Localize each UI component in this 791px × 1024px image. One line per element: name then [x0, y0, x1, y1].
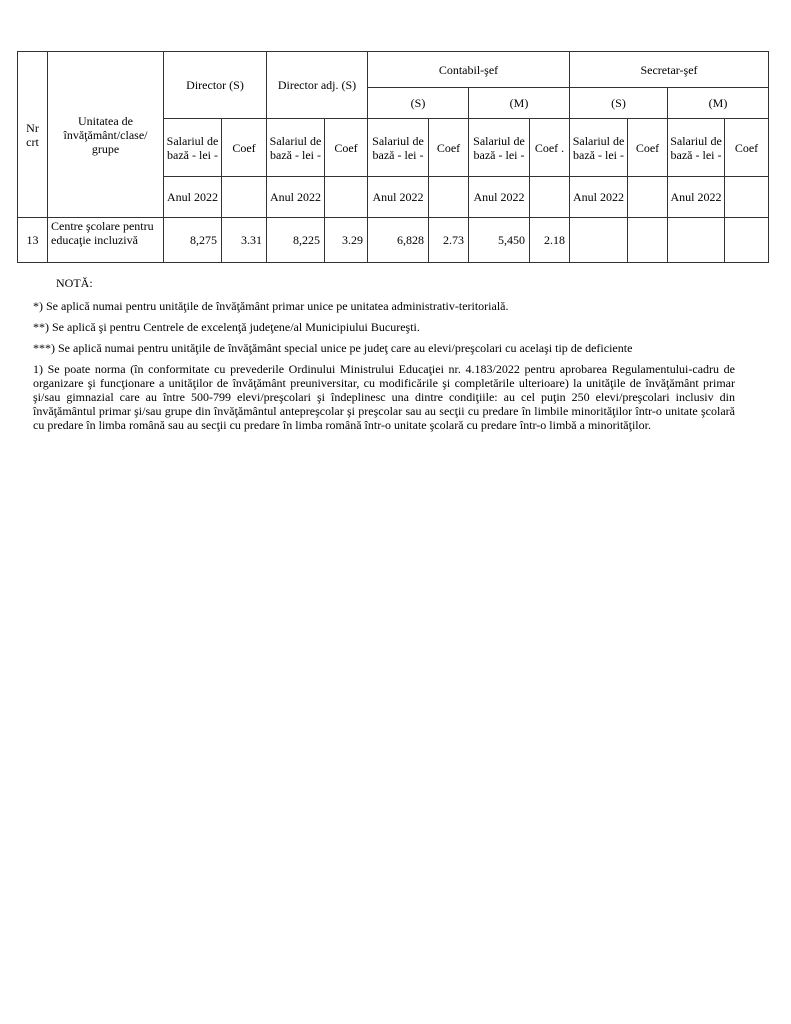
row-contabil-m-salariu: 5,450 — [469, 218, 530, 263]
header-director: Director (S) — [164, 52, 267, 119]
header-contabil-m-coef: Coef . — [530, 119, 570, 177]
header-adj-anul: Anul 2022 — [267, 177, 325, 218]
header-secretar-s-anul-empty — [628, 177, 668, 218]
row-director-salariu: 8,275 — [164, 218, 222, 263]
row-secretar-m-salariu — [668, 218, 725, 263]
header-director-anul-empty — [222, 177, 267, 218]
header-secretar-m-anul: Anul 2022 — [668, 177, 725, 218]
header-secretar-m-coef: Coef — [725, 119, 769, 177]
notes-section — [33, 276, 735, 432]
row-contabil-s-salariu: 6,828 — [368, 218, 429, 263]
notes-title: NOTĂ: — [56, 276, 93, 290]
row-adj-salariu: 8,225 — [267, 218, 325, 263]
header-adj-coef: Coef — [325, 119, 368, 177]
row-contabil-m-coef: 2.18 — [530, 218, 570, 263]
header-nr-crt: Nr crt — [18, 52, 48, 218]
header-director-anul: Anul 2022 — [164, 177, 222, 218]
header-secretar-s: (S) — [570, 88, 668, 119]
header-secretar-s-anul: Anul 2022 — [570, 177, 628, 218]
row-secretar-m-coef — [725, 218, 769, 263]
header-secretar-m: (M) — [668, 88, 769, 119]
row-contabil-s-coef: 2.73 — [429, 218, 469, 263]
header-contabil: Contabil-şef — [368, 52, 570, 88]
header-contabil-m-anul-empty — [530, 177, 570, 218]
salary-table — [17, 51, 769, 263]
row-adj-coef: 3.29 — [325, 218, 368, 263]
row-unit: Centre şcolare pentru educaţie incluzivă — [48, 218, 164, 263]
header-contabil-m: (M) — [469, 88, 570, 119]
note-3: ***) Se aplică numai pentru unităţile de învăţământ special unice pe judeţ care au elevi/preşcolari cu acelaşi tip de deficiente — [33, 341, 633, 355]
note-2: **) Se aplică şi pentru Centrele de excelenţă judeţene/al Municipiului Bucureşti. — [33, 320, 420, 334]
header-contabil-s-anul: Anul 2022 — [368, 177, 429, 218]
header-contabil-s-anul-empty — [429, 177, 469, 218]
header-adj-anul-empty — [325, 177, 368, 218]
row-secretar-s-coef — [628, 218, 668, 263]
header-secretar-s-salariu: Salariul de bază - lei - — [570, 119, 628, 177]
header-contabil-s-coef: Coef — [429, 119, 469, 177]
header-secretar-m-anul-empty — [725, 177, 769, 218]
header-director-adj: Director adj. (S) — [267, 52, 368, 119]
table-row — [18, 218, 769, 263]
row-director-coef: 3.31 — [222, 218, 267, 263]
header-secretar: Secretar-şef — [570, 52, 769, 88]
header-unit: Unitatea de învăţământ/clase/ grupe — [48, 52, 164, 218]
row-nr: 13 — [18, 218, 48, 263]
note-1: *) Se aplică numai pentru unităţile de învăţământ primar unice pe unitatea administrativ-teritorială. — [33, 299, 509, 313]
header-contabil-m-salariu: Salariul de bază - lei - — [469, 119, 530, 177]
header-secretar-m-salariu: Salariul de bază - lei - — [668, 119, 725, 177]
header-secretar-s-coef: Coef — [628, 119, 668, 177]
header-director-salariu: Salariul de bază - lei - — [164, 119, 222, 177]
row-secretar-s-salariu — [570, 218, 628, 263]
header-director-coef: Coef — [222, 119, 267, 177]
header-contabil-s-salariu: Salariul de bază - lei - — [368, 119, 429, 177]
header-contabil-m-anul: Anul 2022 — [469, 177, 530, 218]
header-contabil-s: (S) — [368, 88, 469, 119]
note-4: 1) Se poate norma (în conformitate cu prevederile Ordinului Ministrului Educaţiei nr. 4.183/2022 pentru aprobarea Regulamentului-cadru de organizare şi funcţionare a unităţilor de învăţământ preuniversitar, cu modificările şi completările ulterioare) la unităţile de învăţământ primar şi/sau gimnazial care au între 500-799 elevi/preşcolari şi îndeplinesc una dintre condiţiile: au cel puţin 250 elevi/preşcolari inclusiv din învăţământul primar şi/sau grupe din învăţământul antepreşcolar şi preşcolar sau au secţii cu predare în limbile minorităţilor într-o unitate şcolară cu predare în limba română sau au secţii cu predare în limba română într-o unitate şcolară cu predare într-o limbă a minorităţilor. — [33, 362, 735, 432]
header-adj-salariu: Salariul de bază - lei - — [267, 119, 325, 177]
